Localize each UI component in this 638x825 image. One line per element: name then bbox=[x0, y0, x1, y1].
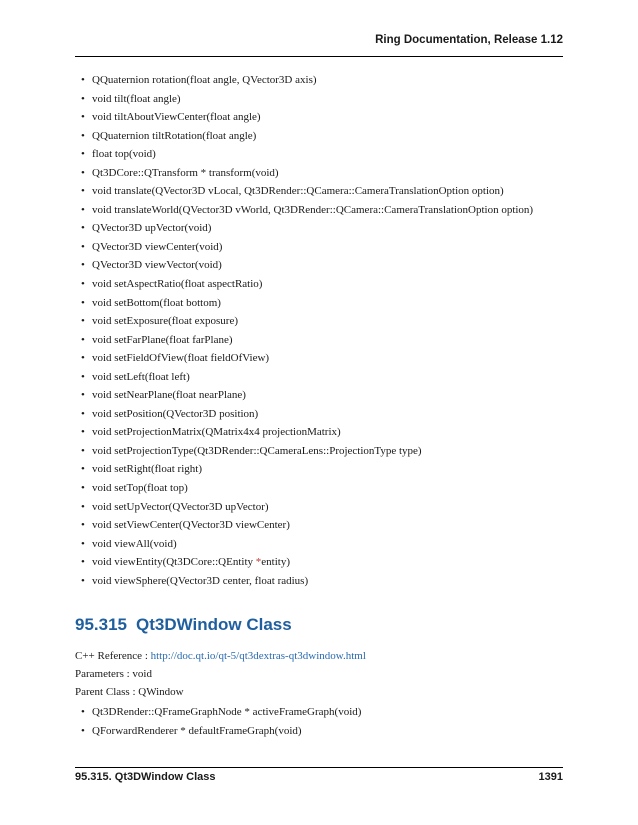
list-item: • void setViewCenter(QVector3D viewCenter) bbox=[81, 519, 290, 532]
list-item: • QVector3D upVector(void) bbox=[81, 222, 212, 235]
list-item: • Qt3DCore::QTransform * transform(void) bbox=[81, 166, 279, 179]
parent-class-line: Parent Class : QWindow bbox=[75, 686, 184, 698]
list-item: • void setFieldOfView(float fieldOfView) bbox=[81, 352, 270, 365]
list-item: • QVector3D viewVector(void) bbox=[81, 259, 222, 272]
list-item: • void setRight(float right) bbox=[81, 463, 202, 476]
list-item: • void setUpVector(QVector3D upVector) bbox=[81, 500, 269, 513]
page-footer bbox=[75, 771, 563, 783]
list-item: • QQuaternion rotation(float angle, QVector3D axis) bbox=[81, 74, 317, 86]
footer-section-label: 95.315. Qt3DWindow Class bbox=[75, 771, 216, 783]
list-item: • void viewAll(void) bbox=[81, 537, 177, 550]
list-item: • QQuaternion tiltRotation(float angle) bbox=[81, 129, 257, 142]
list-item: • void setFarPlane(float farPlane) bbox=[81, 333, 233, 346]
cpp-reference: C++ Reference : http://doc.qt.io/qt-5/qt3dextras-qt3dwindow.html bbox=[75, 650, 366, 662]
footer-rule bbox=[75, 767, 563, 768]
list-item: • void tiltAboutViewCenter(float angle) bbox=[81, 111, 261, 124]
list-item: • Qt3DRender::QFrameGraphNode * activeFrameGraph(void) bbox=[81, 706, 362, 718]
list-item: • void setLeft(float left) bbox=[81, 370, 190, 383]
list-item: • void tilt(float angle) bbox=[81, 92, 181, 105]
section-title: Qt3DWindow Class bbox=[136, 615, 292, 634]
list-item: • void setProjectionType(Qt3DRender::QCameraLens::ProjectionType type) bbox=[81, 444, 422, 457]
parameters-line: Parameters : void bbox=[75, 668, 152, 680]
list-item: • void setNearPlane(float nearPlane) bbox=[81, 389, 246, 402]
page-number: 1391 bbox=[538, 771, 563, 783]
list-item: • void setExposure(float exposure) bbox=[81, 315, 239, 328]
qt3dwindow-methods-list bbox=[75, 703, 563, 740]
list-item: • void setPosition(QVector3D position) bbox=[81, 407, 259, 420]
running-header: Ring Documentation, Release 1.12 bbox=[375, 34, 563, 46]
list-item: • void setTop(float top) bbox=[81, 482, 188, 495]
list-item: • QVector3D viewCenter(void) bbox=[81, 240, 223, 253]
list-item: • void setProjectionMatrix(QMatrix4x4 projectionMatrix) bbox=[81, 426, 341, 439]
methods-list bbox=[75, 71, 563, 590]
section-number: 95.315 bbox=[75, 615, 127, 634]
cpp-reference-link[interactable]: http://doc.qt.io/qt-5/qt3dextras-qt3dwindow.html bbox=[150, 650, 366, 662]
list-item-view-entity: • void viewEntity(Qt3DCore::QEntity *entity) bbox=[81, 556, 290, 569]
list-item: • void translate(QVector3D vLocal, Qt3DRender::QCamera::CameraTranslationOption option) bbox=[81, 185, 504, 198]
list-item: • void translateWorld(QVector3D vWorld, Qt3DRender::QCamera::CameraTranslationOption option) bbox=[81, 203, 534, 216]
list-item: • void setBottom(float bottom) bbox=[81, 296, 221, 309]
list-item: • void viewSphere(QVector3D center, float radius) bbox=[81, 574, 309, 587]
list-item: • void setAspectRatio(float aspectRatio) bbox=[81, 278, 263, 291]
header-rule bbox=[75, 56, 563, 57]
section-heading bbox=[75, 615, 292, 635]
list-item: • QForwardRenderer * defaultFrameGraph(void) bbox=[81, 724, 302, 737]
list-item: • float top(void) bbox=[81, 148, 156, 161]
